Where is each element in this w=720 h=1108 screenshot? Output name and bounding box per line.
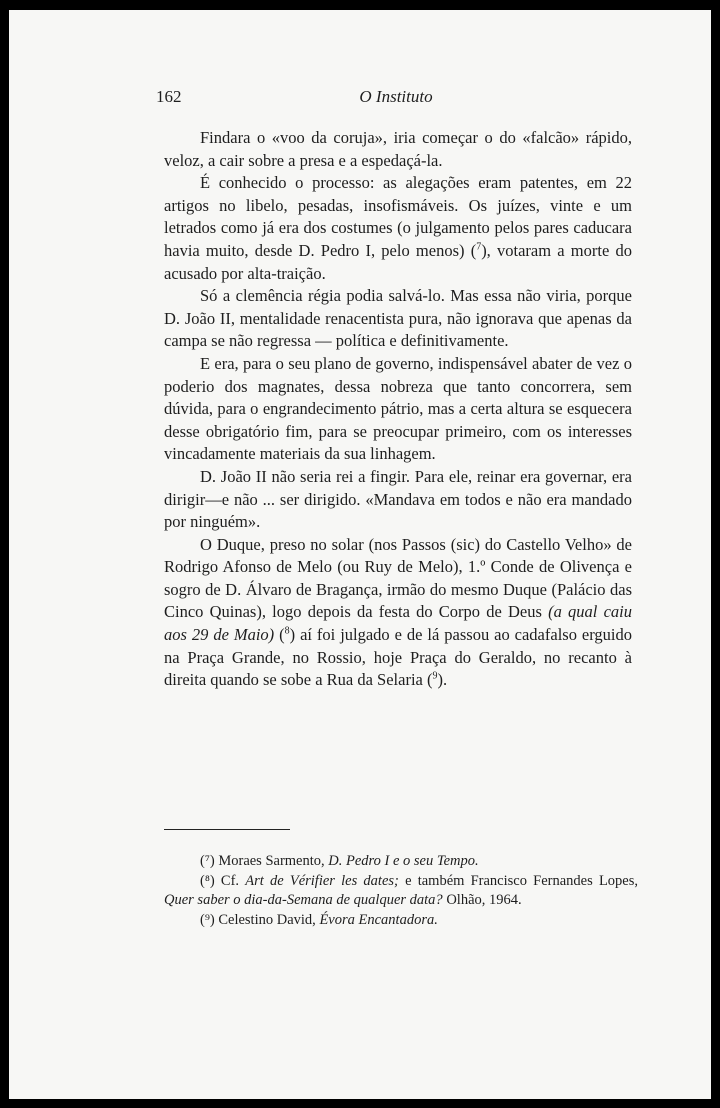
paragraph-text: É conhecido o processo: as alegações eram patentes, em 22 artigos no libelo, pesadas, insofismáveis. Os juízes, vinte e um letrados como já era dos costumes (o julgamento pelos pares caducara havia muito, desde D. Pedro I, pelo menos) (: [164, 173, 632, 260]
paragraph: [164, 466, 632, 534]
paragraph-italic-text: (a qual caiu aos 29 de Maio): [164, 602, 632, 645]
body-text: [164, 127, 632, 692]
paragraph-text: ), votaram a morte do acusado por alta-traição.: [164, 240, 632, 283]
page-header: [156, 87, 636, 113]
footnote-mark: (⁷): [200, 853, 215, 869]
footnote-text: e também Francisco Fernandes Lopes,: [398, 872, 639, 889]
footnote-text: Olhão, 1964.: [442, 892, 522, 908]
footnote-text: Cf.: [214, 872, 246, 889]
footnotes: [164, 852, 638, 930]
footnote-title: Quer saber o dia-da-Semana de qualquer data?: [164, 892, 443, 908]
paragraph: [164, 285, 632, 353]
footnote: [164, 872, 638, 911]
paragraph-text: E era, para o seu plano de governo, indispensável abater de vez o poderio dos magnates, dessa nobreza que tanto concorrera, sem dúvida, para o engrandecimento pátrio, mas a certa altura se esquecera desse obrigatório fim, para se preocupar primeiro, com os interesses vincadamente materiais da sua linhagem.: [164, 353, 632, 464]
footnote: [164, 852, 638, 872]
paragraph: [164, 127, 632, 172]
footnote-text: Celestino David,: [214, 911, 320, 928]
page-number: 162: [156, 87, 182, 106]
footnote-ref: 7: [476, 241, 482, 253]
running-title: O Instituto: [359, 87, 433, 106]
paragraph: [164, 172, 632, 285]
footnote-mark: (⁹): [200, 911, 215, 928]
footnote-title: D. Pedro I e o seu Tempo.: [328, 853, 479, 869]
footnote-ref: 9: [432, 670, 438, 682]
paragraph-text: (: [274, 625, 285, 645]
paragraph-text: Só a clemência régia podia salvá-lo. Mas essa não viria, porque D. João II, mentalidade renacentista pura, não ignorava que apenas da campa se não regressa — política e definitivamente.: [164, 286, 632, 351]
footnote-title: Art de Vérifier les dates;: [245, 872, 399, 889]
paragraph-text: Findara o «voo da coruja», iria começar o do «falcão» rápido, veloz, a cair sobre a presa e a espedaçá-la.: [164, 128, 632, 170]
paragraph: [164, 353, 632, 466]
paragraph-text: O Duque, preso no solar (nos Passos (sic) do Castello Velho» de Rodrigo Afonso de Melo (ou Ruy de Melo), 1.º Conde de Olivença e sogro de D. Álvaro de Bragança, irmão do mesmo Duque (Palácio das Cinco Quinas), logo depois da festa do Corpo de Deus: [164, 534, 632, 622]
footnote-title: Évora Encantadora.: [319, 911, 438, 928]
paragraph-text: ) aí foi julgado e de lá passou ao cadafalso erguido na Praça Grande, no Rossio, hoje Praça do Geraldo, no recanto à direita quando se sobe a Rua da Selaria (: [164, 625, 633, 690]
footnote-ref: 8: [284, 625, 290, 637]
footnote-text: Moraes Sarmento,: [214, 853, 329, 869]
footnote: [164, 911, 638, 931]
footnote-separator: [164, 829, 290, 830]
footnote-mark: (⁸): [200, 872, 215, 889]
paragraph-text: D. João II não seria rei a fingir. Para ele, reinar era governar, era dirigir—e não ... ser dirigido. «Mandava em todos e não era mandado por ninguém».: [164, 466, 632, 532]
paragraph-text: ).: [437, 670, 448, 690]
paragraph: [164, 534, 632, 692]
